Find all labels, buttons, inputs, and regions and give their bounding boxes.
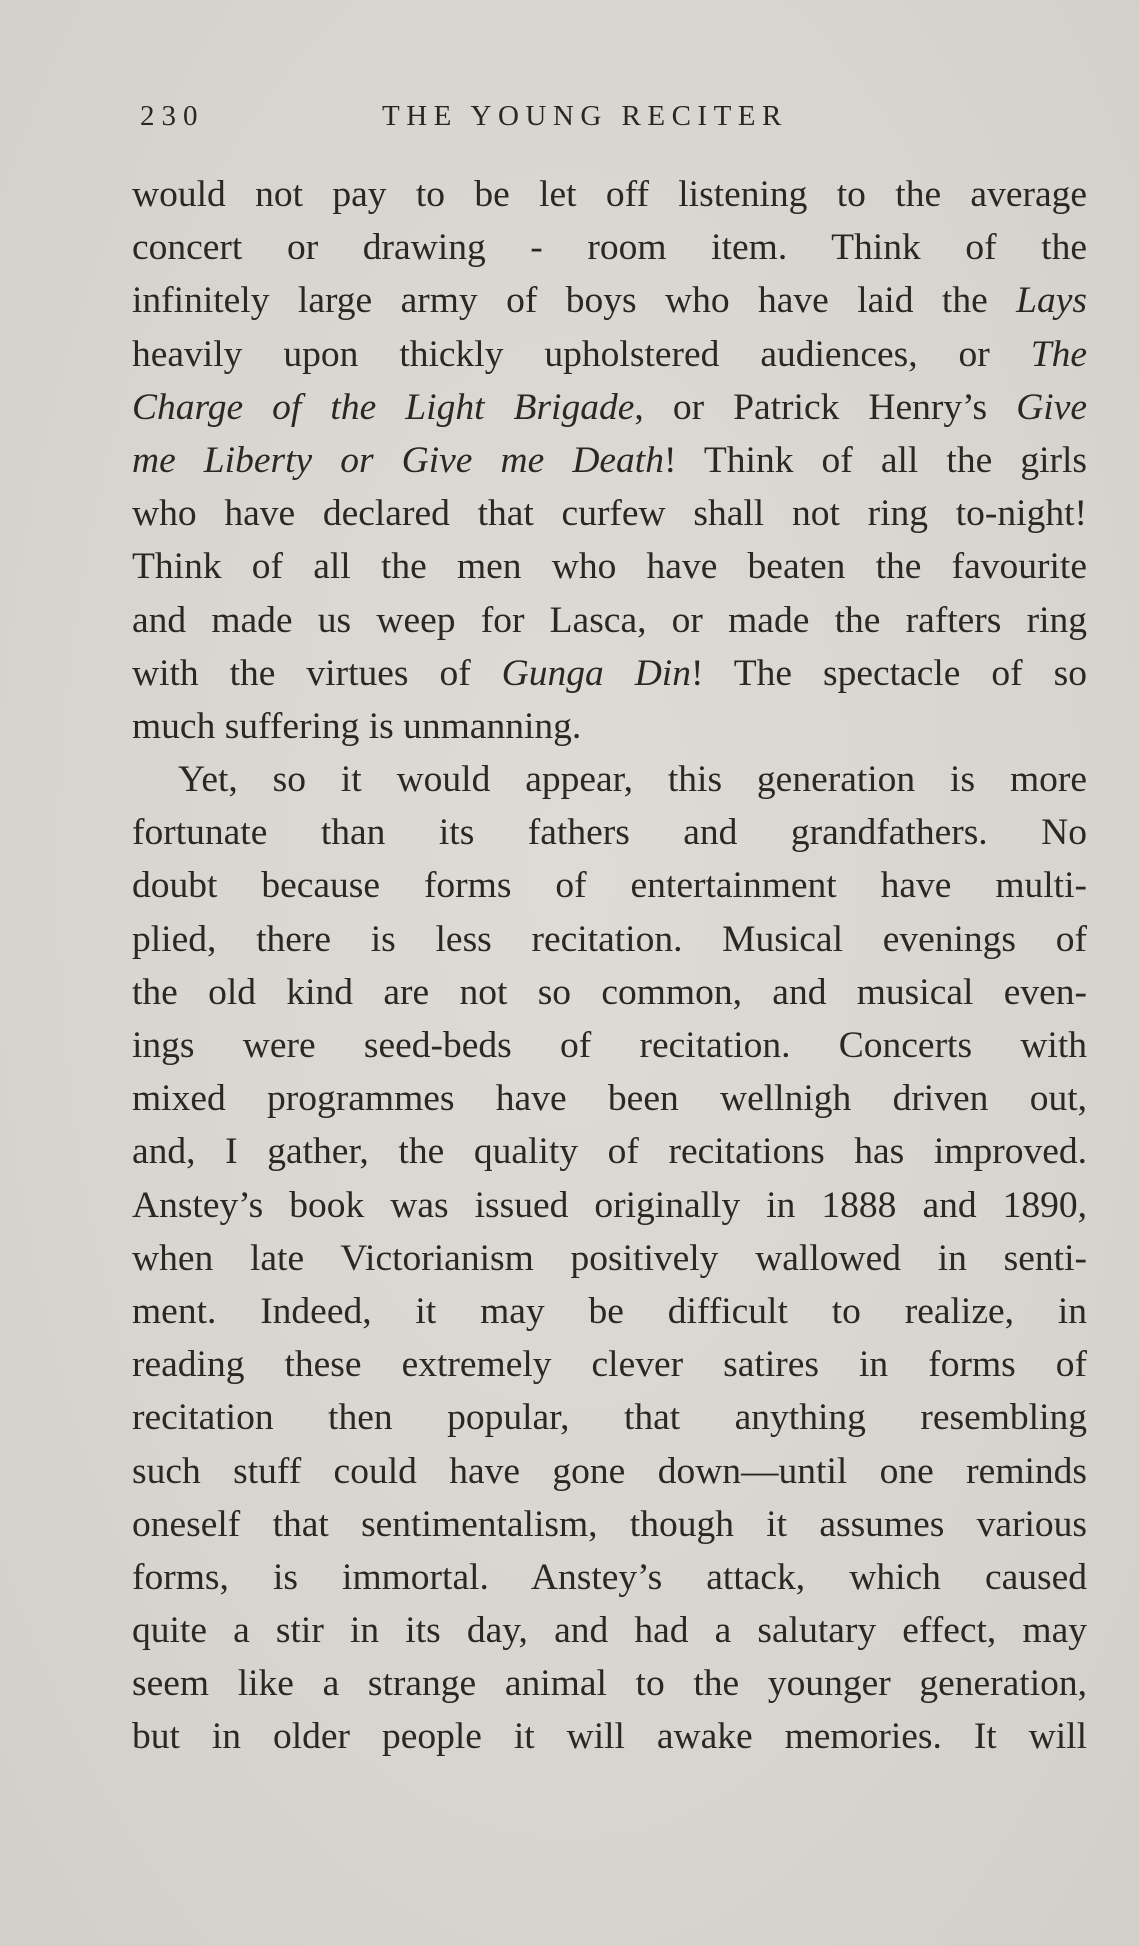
text-line bbox=[132, 1338, 1087, 1391]
text-segment: and made us weep for Lasca, or made the rafters ring bbox=[132, 599, 1087, 641]
text-line bbox=[132, 540, 1087, 593]
text-segment: plied, there is less recitation. Musical evenings of bbox=[132, 918, 1087, 960]
text-segment: Anstey’s book was issued originally in 1888 and 1890, bbox=[132, 1184, 1087, 1226]
page-header bbox=[132, 100, 1087, 140]
italic-text: me Liberty or Give me Death bbox=[132, 439, 664, 481]
text-segment: ! The spectacle of so bbox=[690, 652, 1087, 694]
text-segment: and, I gather, the quality of recitations has improved. bbox=[132, 1131, 1087, 1173]
text-line bbox=[132, 700, 1087, 753]
text-segment: but in older people it will awake memories. It will bbox=[132, 1716, 1087, 1758]
italic-text: Lays bbox=[1016, 280, 1087, 322]
text-line bbox=[132, 753, 1087, 806]
text-line bbox=[132, 381, 1087, 434]
text-segment: ment. Indeed, it may be difficult to realize, in bbox=[132, 1290, 1087, 1332]
text-segment: seem like a strange animal to the younger generation, bbox=[132, 1663, 1087, 1705]
text-segment: doubt because forms of entertainment have multi- bbox=[132, 865, 1087, 907]
text-segment: fortunate than its fathers and grandfathers. No bbox=[132, 812, 1087, 854]
italic-text: The bbox=[1030, 333, 1087, 375]
text-line bbox=[132, 1710, 1087, 1763]
text-line bbox=[132, 647, 1087, 700]
text-line bbox=[132, 806, 1087, 859]
text-line bbox=[132, 328, 1087, 381]
text-line bbox=[132, 274, 1087, 327]
text-line bbox=[132, 1445, 1087, 1498]
text-segment: with the virtues of bbox=[132, 652, 502, 694]
text-segment: ! Think of all the girls bbox=[663, 439, 1087, 481]
italic-text: Give bbox=[1016, 386, 1087, 428]
text-segment: , or Patrick Henry’s bbox=[634, 386, 1017, 428]
text-segment: quite a stir in its day, and had a salutary effect, may bbox=[132, 1610, 1087, 1652]
text-segment: heavily upon thickly upholstered audiences, or bbox=[132, 333, 1031, 375]
running-head: THE YOUNG RECITER bbox=[382, 100, 788, 132]
body-text bbox=[132, 168, 1087, 1764]
text-line bbox=[132, 221, 1087, 274]
text-line bbox=[132, 1551, 1087, 1604]
text-segment: who have declared that curfew shall not ring to-night! bbox=[132, 493, 1087, 535]
text-line bbox=[132, 1072, 1087, 1125]
text-segment: forms, is immortal. Anstey’s attack, which caused bbox=[132, 1556, 1087, 1598]
text-line bbox=[132, 913, 1087, 966]
text-segment: mixed programmes have been wellnigh driven out, bbox=[132, 1078, 1087, 1120]
text-segment: such stuff could have gone down—until one reminds bbox=[132, 1450, 1087, 1492]
text-line bbox=[132, 1125, 1087, 1178]
text-line bbox=[132, 1232, 1087, 1285]
text-segment: concert or drawing - room item. Think of the bbox=[132, 227, 1087, 269]
text-segment: infinitely large army of boys who have laid the bbox=[132, 280, 1017, 322]
text-segment: reading these extremely clever satires in forms of bbox=[132, 1344, 1087, 1386]
text-segment: recitation then popular, that anything resembling bbox=[132, 1397, 1087, 1439]
text-segment: would not pay to be let off listening to the average bbox=[132, 174, 1087, 215]
text-line bbox=[132, 1391, 1087, 1444]
text-segment: much suffering is unmanning. bbox=[132, 705, 582, 747]
text-line bbox=[132, 859, 1087, 912]
text-line bbox=[132, 594, 1087, 647]
text-segment: oneself that sentimentalism, though it assumes various bbox=[132, 1503, 1087, 1545]
text-line bbox=[132, 1498, 1087, 1551]
text-line bbox=[132, 1657, 1087, 1710]
text-segment: the old kind are not so common, and musical even- bbox=[132, 971, 1087, 1013]
text-line bbox=[132, 1179, 1087, 1232]
italic-text: Charge of the Light Brigade bbox=[132, 386, 635, 428]
text-line bbox=[132, 168, 1087, 221]
text-line bbox=[132, 966, 1087, 1019]
text-line bbox=[132, 1019, 1087, 1072]
italic-text: Gunga Din bbox=[501, 652, 691, 694]
page-number: 230 bbox=[140, 100, 205, 132]
text-line bbox=[132, 1604, 1087, 1657]
text-line bbox=[132, 434, 1087, 487]
text-segment: ings were seed-beds of recitation. Concerts with bbox=[132, 1025, 1087, 1066]
text-segment: Think of all the men who have beaten the favourite bbox=[132, 546, 1087, 588]
text-line bbox=[132, 1285, 1087, 1338]
text-segment: Yet, so it would appear, this generation is more bbox=[178, 759, 1087, 801]
text-segment: when late Victorianism positively wallowed in senti- bbox=[132, 1237, 1087, 1279]
text-line bbox=[132, 487, 1087, 540]
